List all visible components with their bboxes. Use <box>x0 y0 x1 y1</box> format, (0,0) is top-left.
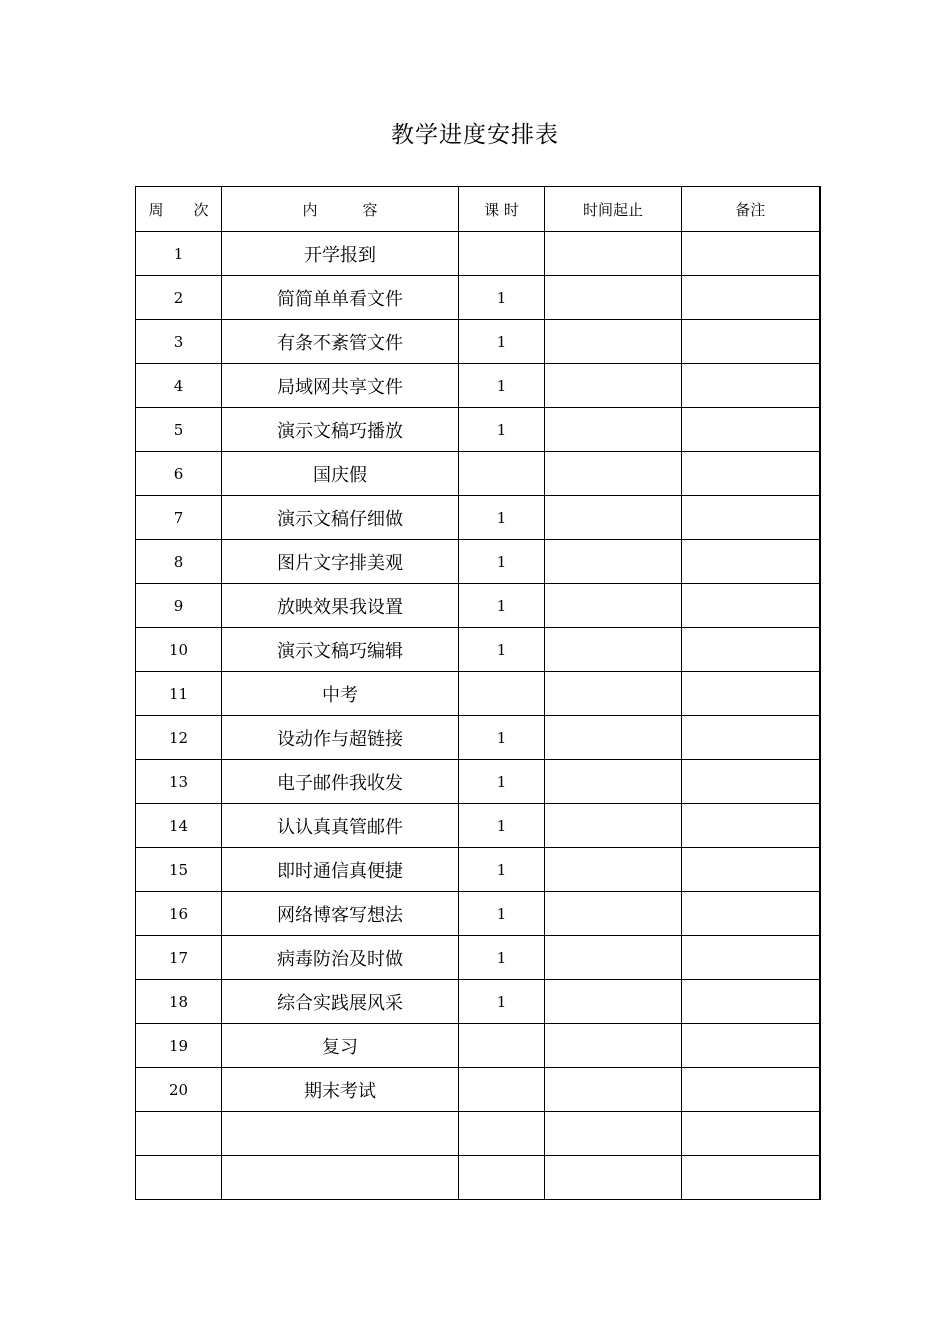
hours-cell: 1 <box>459 320 545 364</box>
content-cell: 简简单单看文件 <box>222 276 459 320</box>
notes-cell <box>682 320 820 364</box>
week-cell: 8 <box>136 540 222 584</box>
week-cell: 10 <box>136 628 222 672</box>
time-range-cell <box>545 1156 682 1200</box>
hours-cell: 1 <box>459 848 545 892</box>
notes-cell <box>682 1112 820 1156</box>
table-row <box>136 320 820 364</box>
hours-cell: 1 <box>459 936 545 980</box>
table-row <box>136 452 820 496</box>
notes-cell <box>682 584 820 628</box>
table-row <box>136 936 820 980</box>
time-range-cell <box>545 320 682 364</box>
notes-cell <box>682 276 820 320</box>
content-cell: 设动作与超链接 <box>222 716 459 760</box>
table-row <box>136 1024 820 1068</box>
week-cell: 7 <box>136 496 222 540</box>
time-range-cell <box>545 276 682 320</box>
hours-cell <box>459 1156 545 1200</box>
notes-cell <box>682 1156 820 1200</box>
hours-cell: 1 <box>459 628 545 672</box>
hours-cell <box>459 672 545 716</box>
content-cell: 国庆假 <box>222 452 459 496</box>
week-cell: 9 <box>136 584 222 628</box>
week-cell: 5 <box>136 408 222 452</box>
table-row <box>136 408 820 452</box>
content-cell: 认认真真管邮件 <box>222 804 459 848</box>
table-row <box>136 628 820 672</box>
hours-cell <box>459 1068 545 1112</box>
hours-cell <box>459 1024 545 1068</box>
schedule-table <box>135 186 821 1200</box>
week-cell: 14 <box>136 804 222 848</box>
hours-cell: 1 <box>459 364 545 408</box>
content-cell: 局域网共享文件 <box>222 364 459 408</box>
hours-cell: 1 <box>459 276 545 320</box>
week-cell <box>136 1112 222 1156</box>
notes-cell <box>682 496 820 540</box>
table-row <box>136 276 820 320</box>
time-range-cell <box>545 1112 682 1156</box>
time-range-cell <box>545 892 682 936</box>
hours-cell <box>459 452 545 496</box>
table-row <box>136 892 820 936</box>
content-cell: 网络博客写想法 <box>222 892 459 936</box>
time-range-cell <box>545 716 682 760</box>
header-content: 内 容 <box>222 187 459 232</box>
table-row <box>136 1068 820 1112</box>
notes-cell <box>682 980 820 1024</box>
content-cell: 即时通信真便捷 <box>222 848 459 892</box>
table-row <box>136 980 820 1024</box>
time-range-cell <box>545 232 682 276</box>
table-row <box>136 848 820 892</box>
week-cell: 16 <box>136 892 222 936</box>
page-title: 教学进度安排表 <box>391 122 559 148</box>
notes-cell <box>682 804 820 848</box>
hours-cell: 1 <box>459 980 545 1024</box>
header-week: 周 次 <box>136 187 222 232</box>
notes-cell <box>682 760 820 804</box>
week-cell: 20 <box>136 1068 222 1112</box>
header-time-range: 时间起止 <box>545 187 682 232</box>
content-cell <box>222 1156 459 1200</box>
table-row <box>136 496 820 540</box>
content-cell: 病毒防治及时做 <box>222 936 459 980</box>
week-cell: 15 <box>136 848 222 892</box>
week-cell: 18 <box>136 980 222 1024</box>
hours-cell: 1 <box>459 584 545 628</box>
content-cell: 演示文稿巧播放 <box>222 408 459 452</box>
hours-cell: 1 <box>459 408 545 452</box>
week-cell: 17 <box>136 936 222 980</box>
time-range-cell <box>545 848 682 892</box>
table-row <box>136 232 820 276</box>
time-range-cell <box>545 980 682 1024</box>
hours-cell: 1 <box>459 540 545 584</box>
hours-cell: 1 <box>459 716 545 760</box>
week-cell: 19 <box>136 1024 222 1068</box>
time-range-cell <box>545 804 682 848</box>
content-cell: 有条不紊管文件 <box>222 320 459 364</box>
week-cell: 13 <box>136 760 222 804</box>
week-cell: 12 <box>136 716 222 760</box>
time-range-cell <box>545 452 682 496</box>
time-range-cell <box>545 936 682 980</box>
hours-cell <box>459 1112 545 1156</box>
week-cell: 3 <box>136 320 222 364</box>
week-cell: 4 <box>136 364 222 408</box>
hours-cell: 1 <box>459 496 545 540</box>
time-range-cell <box>545 672 682 716</box>
time-range-cell <box>545 496 682 540</box>
table-row <box>136 584 820 628</box>
notes-cell <box>682 408 820 452</box>
notes-cell <box>682 716 820 760</box>
table-row <box>136 672 820 716</box>
hours-cell: 1 <box>459 892 545 936</box>
notes-cell <box>682 936 820 980</box>
time-range-cell <box>545 1068 682 1112</box>
content-cell: 电子邮件我收发 <box>222 760 459 804</box>
header-hours: 课 时 <box>459 187 545 232</box>
content-cell: 复习 <box>222 1024 459 1068</box>
notes-cell <box>682 892 820 936</box>
time-range-cell <box>545 628 682 672</box>
content-cell: 演示文稿仔细做 <box>222 496 459 540</box>
table-row <box>136 364 820 408</box>
table-row <box>136 1112 820 1156</box>
notes-cell <box>682 1068 820 1112</box>
content-cell: 期末考试 <box>222 1068 459 1112</box>
table-row <box>136 1156 820 1200</box>
table-row <box>136 716 820 760</box>
table-row <box>136 804 820 848</box>
week-cell: 2 <box>136 276 222 320</box>
time-range-cell <box>545 584 682 628</box>
notes-cell <box>682 452 820 496</box>
table-header-row <box>136 187 820 232</box>
week-cell: 6 <box>136 452 222 496</box>
time-range-cell <box>545 540 682 584</box>
time-range-cell <box>545 760 682 804</box>
hours-cell <box>459 232 545 276</box>
notes-cell <box>682 628 820 672</box>
content-cell: 综合实践展风采 <box>222 980 459 1024</box>
notes-cell <box>682 540 820 584</box>
hours-cell: 1 <box>459 804 545 848</box>
header-notes: 备注 <box>682 187 820 232</box>
notes-cell <box>682 232 820 276</box>
table-row <box>136 540 820 584</box>
content-cell <box>222 1112 459 1156</box>
notes-cell <box>682 364 820 408</box>
week-cell: 11 <box>136 672 222 716</box>
content-cell: 演示文稿巧编辑 <box>222 628 459 672</box>
week-cell <box>136 1156 222 1200</box>
time-range-cell <box>545 1024 682 1068</box>
time-range-cell <box>545 408 682 452</box>
content-cell: 开学报到 <box>222 232 459 276</box>
notes-cell <box>682 1024 820 1068</box>
notes-cell <box>682 848 820 892</box>
notes-cell <box>682 672 820 716</box>
time-range-cell <box>545 364 682 408</box>
hours-cell: 1 <box>459 760 545 804</box>
content-cell: 放映效果我设置 <box>222 584 459 628</box>
content-cell: 图片文字排美观 <box>222 540 459 584</box>
week-cell: 1 <box>136 232 222 276</box>
content-cell: 中考 <box>222 672 459 716</box>
table-row <box>136 760 820 804</box>
